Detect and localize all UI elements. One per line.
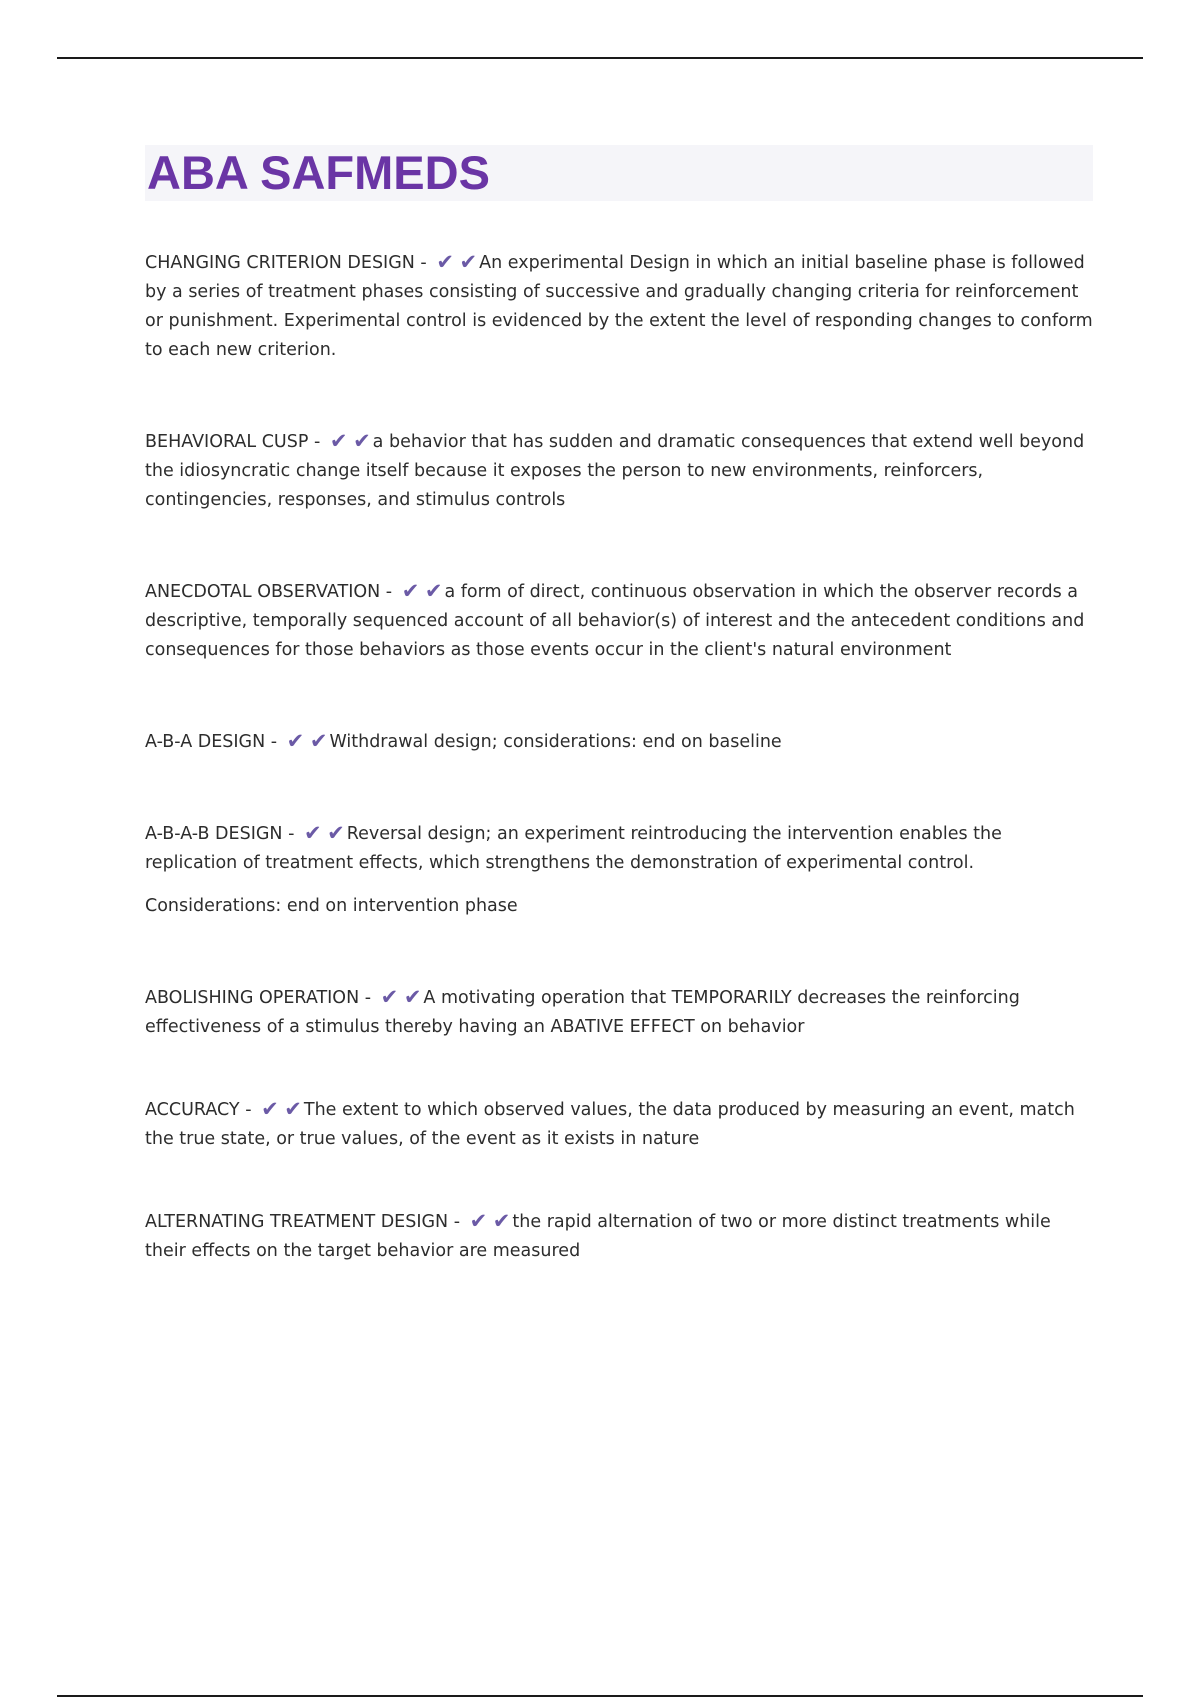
entry-paragraph — [145, 428, 1093, 515]
entry-alternating-treatment-design — [145, 1208, 1093, 1266]
document-body — [145, 145, 1093, 1329]
entry-paragraph — [145, 249, 1093, 365]
top-rule — [57, 57, 1143, 59]
entry-term: ABOLISHING OPERATION - — [145, 988, 372, 1008]
entry-paragraph — [145, 984, 1093, 1042]
check-icon: ✔ — [403, 985, 422, 1009]
check-marks — [281, 729, 328, 753]
check-icon: ✔ — [309, 729, 328, 753]
entry-anecdotal-observation — [145, 578, 1093, 665]
entry-term: A-B-A-B DESIGN - — [145, 824, 295, 844]
document-title: ABA SAFMEDS — [147, 146, 490, 199]
check-icon: ✔ — [286, 729, 305, 753]
entry-extra-note: Considerations: end on intervention phase — [145, 896, 518, 916]
entry-paragraph — [145, 1096, 1093, 1154]
entry-term: ACCURACY - — [145, 1100, 252, 1120]
check-icon: ✔ — [327, 821, 345, 845]
check-icon: ✔ — [424, 579, 443, 603]
entry-aba-design — [145, 728, 1093, 757]
entry-changing-criterion-design — [145, 249, 1093, 365]
check-marks — [256, 1097, 302, 1121]
check-icon: ✔ — [469, 1209, 488, 1233]
check-icon: ✔ — [353, 429, 371, 453]
entry-abolishing-operation — [145, 984, 1093, 1042]
check-icon: ✔ — [401, 579, 420, 603]
check-icon: ✔ — [436, 250, 454, 274]
check-icon: ✔ — [284, 1097, 302, 1121]
entry-definition: the rapid alternation of two or more distinct treatments while their effects on the target behavior are measured — [145, 1212, 1051, 1261]
entry-behavioral-cusp — [145, 428, 1093, 515]
entry-term: A-B-A DESIGN - — [145, 732, 278, 752]
entry-definition: a form of direct, continuous observation in which the observer records a descriptive, temporally sequenced account of all behavior(s) of interest and the antecedent conditions and consequences for those behaviors as those events occur in the client's natural environment — [145, 582, 1085, 660]
entry-term: CHANGING CRITERION DESIGN - — [145, 253, 427, 273]
entry-term: ANECDOTAL OBSERVATION - — [145, 582, 393, 602]
check-icon: ✔ — [492, 1209, 511, 1233]
entry-term: BEHAVIORAL CUSP - — [145, 432, 321, 452]
entry-definition: The extent to which observed values, the data produced by measuring an event, match the true state, or true values, of the event as it exists in nature — [145, 1100, 1075, 1149]
check-marks — [324, 429, 371, 453]
title-band — [145, 145, 1093, 201]
entry-definition: a behavior that has sudden and dramatic consequences that extend well beyond the idiosyncratic change itself because it exposes the person to new environments, reinforcers, contingencies, responses, and stimulus controls — [145, 432, 1085, 510]
check-marks — [464, 1209, 511, 1233]
check-icon: ✔ — [303, 821, 322, 845]
check-marks — [298, 821, 345, 845]
entry-term: ALTERNATING TREATMENT DESIGN - — [145, 1212, 461, 1232]
check-marks — [375, 985, 422, 1009]
bottom-rule — [57, 1695, 1143, 1697]
entries-list — [145, 249, 1093, 1266]
entry-accuracy — [145, 1096, 1093, 1154]
check-marks — [396, 579, 443, 603]
entry-paragraph — [145, 1208, 1093, 1266]
check-icon: ✔ — [261, 1097, 279, 1121]
entry-definition: Reversal design; an experiment reintroducing the intervention enables the replication of treatment effects, which strengthens the demonstration of experimental control. — [145, 824, 1002, 873]
check-marks — [431, 250, 478, 274]
entry-abab-design — [145, 820, 1093, 921]
entry-definition: An experimental Design in which an initial baseline phase is followed by a series of treatment phases consisting of successive and gradually changing criteria for reinforcement or punishment. Experimental control is evidenced by the extent the level of responding changes to conform to each new criterion. — [145, 253, 1093, 360]
check-icon: ✔ — [459, 250, 478, 274]
check-icon: ✔ — [380, 985, 399, 1009]
check-icon: ✔ — [329, 429, 348, 453]
entry-paragraph — [145, 728, 1093, 757]
entry-paragraph — [145, 578, 1093, 665]
entry-definition: Withdrawal design; considerations: end on baseline — [329, 732, 782, 752]
entry-definition: A motivating operation that TEMPORARILY decreases the reinforcing effectiveness of a stimulus thereby having an ABATIVE EFFECT on behavior — [145, 988, 1020, 1037]
entry-paragraph — [145, 820, 1093, 878]
